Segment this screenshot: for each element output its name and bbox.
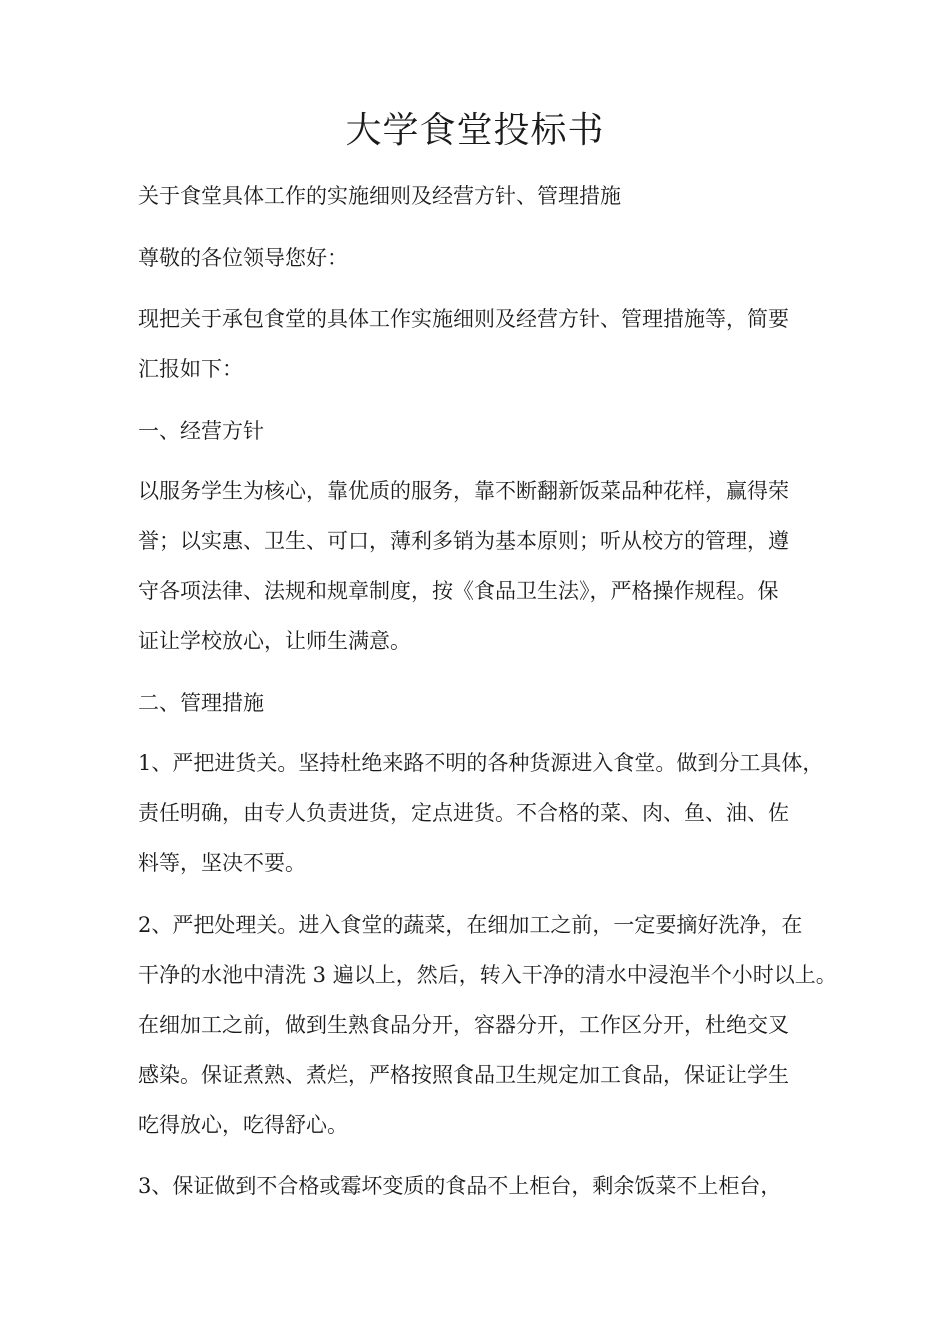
measure-line: 料等，坚决不要。 (138, 851, 306, 875)
measure-line: 1、严把进货关。坚持杜绝来路不明的各种货源进入食堂。做到分工具体， (138, 751, 824, 775)
policy-paragraph (138, 466, 789, 666)
measure-item-2 (138, 900, 837, 1150)
section-heading-measures: 二、管理措施 (138, 691, 264, 715)
intro-line: 现把关于承包食堂的具体工作实施细则及经营方针、管理措施等，简要 (138, 307, 789, 331)
measure-item-3 (138, 1161, 781, 1211)
measure-line: 2、严把处理关。进入食堂的蔬菜，在细加工之前，一定要摘好洗净，在 (138, 913, 803, 937)
measure-item-1 (138, 738, 823, 888)
policy-line: 以服务学生为核心，靠优质的服务，靠不断翻新饭菜品种花样，赢得荣 (138, 479, 789, 503)
measure-line: 3、保证做到不合格或霉坏变质的食品不上柜台，剩余饭菜不上柜台， (138, 1174, 782, 1198)
intro-line: 汇报如下： (138, 357, 243, 381)
measure-line: 责任明确，由专人负责进货，定点进货。不合格的菜、肉、鱼、油、佐 (138, 801, 789, 825)
measure-line: 感染。保证煮熟、煮烂，严格按照食品卫生规定加工食品，保证让学生 (138, 1063, 789, 1087)
document-title: 大学食堂投标书 (345, 110, 605, 151)
subtitle: 关于食堂具体工作的实施细则及经营方针、管理措施 (138, 184, 621, 208)
intro-paragraph (138, 294, 789, 394)
measure-line: 在细加工之前，做到生熟食品分开，容器分开，工作区分开，杜绝交叉 (138, 1013, 789, 1037)
policy-line: 誉；以实惠、卫生、可口，薄利多销为基本原则；听从校方的管理，遵 (138, 529, 789, 553)
greeting: 尊敬的各位领导您好： (138, 246, 348, 270)
measure-line: 吃得放心，吃得舒心。 (138, 1113, 348, 1137)
measure-line: 干净的水池中清洗 3 遍以上，然后，转入干净的清水中浸泡半个小时以上。 (138, 963, 837, 987)
section-heading-policy: 一、经营方针 (138, 419, 264, 443)
policy-line: 守各项法律、法规和规章制度，按《食品卫生法》，严格操作规程。保 (138, 579, 779, 603)
policy-line: 证让学校放心，让师生满意。 (138, 629, 411, 653)
